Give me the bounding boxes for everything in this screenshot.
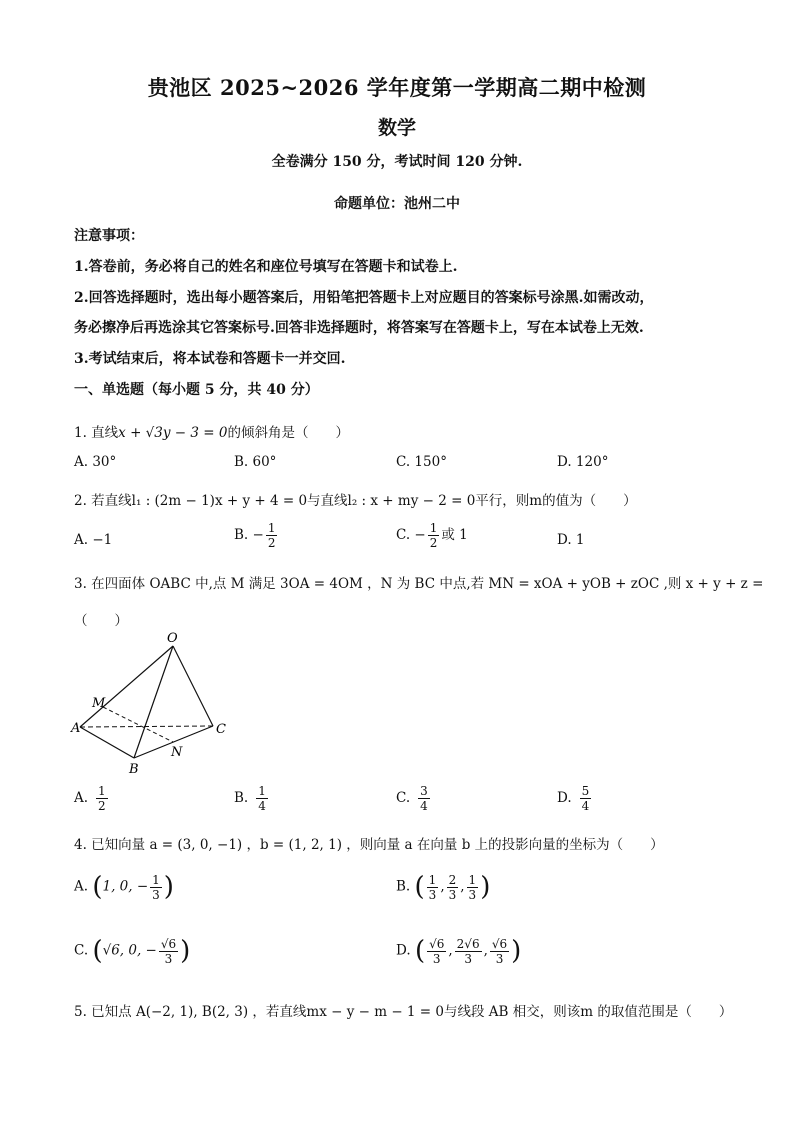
q4-c-numerator: √6 — [160, 936, 177, 951]
q2-option-d: D. 1 — [557, 532, 585, 548]
label-m: M — [92, 696, 106, 711]
q4-a-numerator: 1 — [152, 872, 160, 887]
q1-option-d: D. 120° — [557, 454, 609, 470]
q1-option-a: A. 30° — [74, 454, 117, 470]
label-a: A — [71, 721, 81, 736]
q3-option-c — [396, 784, 432, 813]
question-3-line-2: （ ） — [74, 613, 128, 629]
q4-a-denominator: 3 — [152, 887, 160, 902]
q4-option-d: D. ( $\frac{√6}{3}$ , $\frac{2√6}{3}$ , $\frac{√6}{3}$ ) — [396, 936, 522, 966]
q3-b-label: B. — [234, 790, 249, 806]
q4-b-numerator-3: 1 — [468, 872, 477, 887]
q3-a-denominator: 2 — [98, 799, 106, 813]
author-unit: 命题单位：池州二中 — [334, 196, 460, 212]
q4-d-numerator-1: √6 — [429, 936, 445, 951]
label-o: O — [167, 631, 178, 646]
segment-mn — [103, 707, 173, 742]
q2-option-b — [234, 521, 279, 550]
edge-oc — [173, 646, 213, 726]
q3-c-numerator: 3 — [420, 784, 428, 798]
q3-d-denominator: 4 — [581, 799, 590, 813]
q4-b-numerator-1: 1 — [428, 872, 437, 887]
label-n: N — [171, 745, 183, 760]
exam-title: 贵池区 2025~2026 学年度第一学期高二期中检测 — [147, 75, 647, 100]
q4-option-b: B. ( $\frac{1}{3}$ , $\frac{2}{3}$ , $\frac{1}{3}$ ) — [396, 872, 491, 902]
q4-d-numerator-2: 2√6 — [456, 936, 480, 951]
q2-c-numerator: 1 — [429, 521, 438, 535]
label-b: B — [129, 762, 139, 777]
q4-c-expression: √6, 0, − — [102, 942, 157, 959]
notice-item-2-line-1: 2.回答选择题时，选出每小题答案后，用铅笔把答题卡上对应题目的答案标号涂黑.如需改动， — [74, 290, 654, 306]
notice-item-3: 3.考试结束后，将本试卷和答题卡一并交回. — [74, 351, 346, 367]
q3-c-denominator: 4 — [420, 799, 428, 813]
notice-heading: 注意事项： — [74, 228, 144, 244]
q3-b-denominator: 4 — [258, 799, 266, 813]
q1-option-c: C. 150° — [396, 454, 447, 470]
question-2: 2. 若直线l₁ : (2m − 1)x + y + 4 = 0与直线l₂ : x + my − 2 = 0平行，则m的值为（ ） — [74, 493, 637, 509]
q4-d-denominator-1: 3 — [432, 951, 441, 966]
q2-option-b-sign: B. − — [234, 527, 264, 543]
q3-option-a — [74, 784, 110, 813]
q4-c-denominator: 3 — [164, 951, 173, 966]
q4-c-label: C. — [74, 942, 89, 959]
q3-c-label: C. — [396, 790, 411, 806]
question-5: 5. 已知点 A(−2, 1), B(2, 3) ，若直线mx − y − m − 1 = 0与线段 AB 相交，则该m 的取值范围是（ ） — [74, 1004, 733, 1020]
q4-option-a: A. (1, 0, − $\frac{1}{3}$ ) — [74, 872, 174, 902]
question-1 — [74, 421, 349, 441]
q3-b-numerator: 1 — [258, 784, 266, 798]
q2-option-a: A. −1 — [74, 532, 113, 548]
question-3-line-1: 3. 在四面体 OABC 中,点 M 满足 3OA = 4OM ，N 为 BC 中点,若 MN = xOA + yOB + zOC ,则 x + y + z = — [74, 576, 764, 592]
q2-c-denominator: 2 — [429, 536, 438, 550]
q4-d-label: D. — [396, 942, 411, 959]
q4-b-denominator-2: 3 — [448, 887, 457, 902]
q2-option-c-suffix: 或 1 — [441, 527, 468, 543]
q4-a-label: A. — [74, 878, 89, 895]
q3-option-b — [234, 784, 270, 813]
q4-b-label: B. — [396, 878, 411, 895]
section-heading: 一、单选题（每小题 5 分，共 40 分） — [74, 382, 319, 398]
q3-a-numerator: 1 — [98, 784, 106, 798]
q2-option-c — [396, 521, 468, 550]
notice-item-2-line-2: 务必擦净后再选涂其它答案标号.回答非选择题时，将答案写在答题卡上，写在本试卷上无效. — [74, 320, 644, 336]
edge-ac-hidden — [80, 726, 213, 727]
q4-b-denominator-1: 3 — [428, 887, 437, 902]
q2-b-numerator: 1 — [267, 521, 276, 535]
q2-option-c-sign: C. − — [396, 527, 426, 543]
q4-d-denominator-3: 3 — [495, 951, 504, 966]
question-1-suffix: 的倾斜角是（ ） — [227, 425, 349, 441]
q3-d-label: D. — [557, 790, 572, 806]
q1-option-b: B. 60° — [234, 454, 277, 470]
q4-b-numerator-2: 2 — [448, 872, 457, 887]
q4-option-c: C. (√6, 0, − $\frac{√6}{3}$ ) — [74, 936, 191, 966]
edge-ab — [80, 727, 134, 758]
question-4: 4. 已知向量 a = (3, 0, −1) ，b = (1, 2, 1) ，则向量 a 在向量 b 上的投影向量的坐标为（ ） — [74, 837, 664, 853]
question-1-expression: x + √3y − 3 = 0 — [118, 425, 228, 441]
q3-d-numerator: 5 — [581, 784, 590, 798]
q4-d-denominator-2: 3 — [464, 951, 472, 966]
question-1-prefix: 1. 直线 — [74, 425, 119, 441]
notice-item-1: 1.答卷前，务必将自己的姓名和座位号填写在答题卡和试卷上. — [74, 259, 458, 275]
q4-a-expression: 1, 0, − — [102, 878, 149, 895]
q4-b-denominator-3: 3 — [468, 887, 477, 902]
tetrahedron-figure — [68, 630, 238, 780]
q3-option-d — [557, 784, 593, 813]
full-score-note: 全卷满分 150 分，考试时间 120 分钟. — [271, 154, 523, 170]
exam-subject: 数学 — [377, 117, 416, 139]
q4-d-numerator-3: √6 — [491, 936, 508, 951]
q3-a-label: A. — [74, 790, 89, 806]
label-c: C — [216, 722, 226, 737]
q2-b-denominator: 2 — [267, 536, 276, 550]
